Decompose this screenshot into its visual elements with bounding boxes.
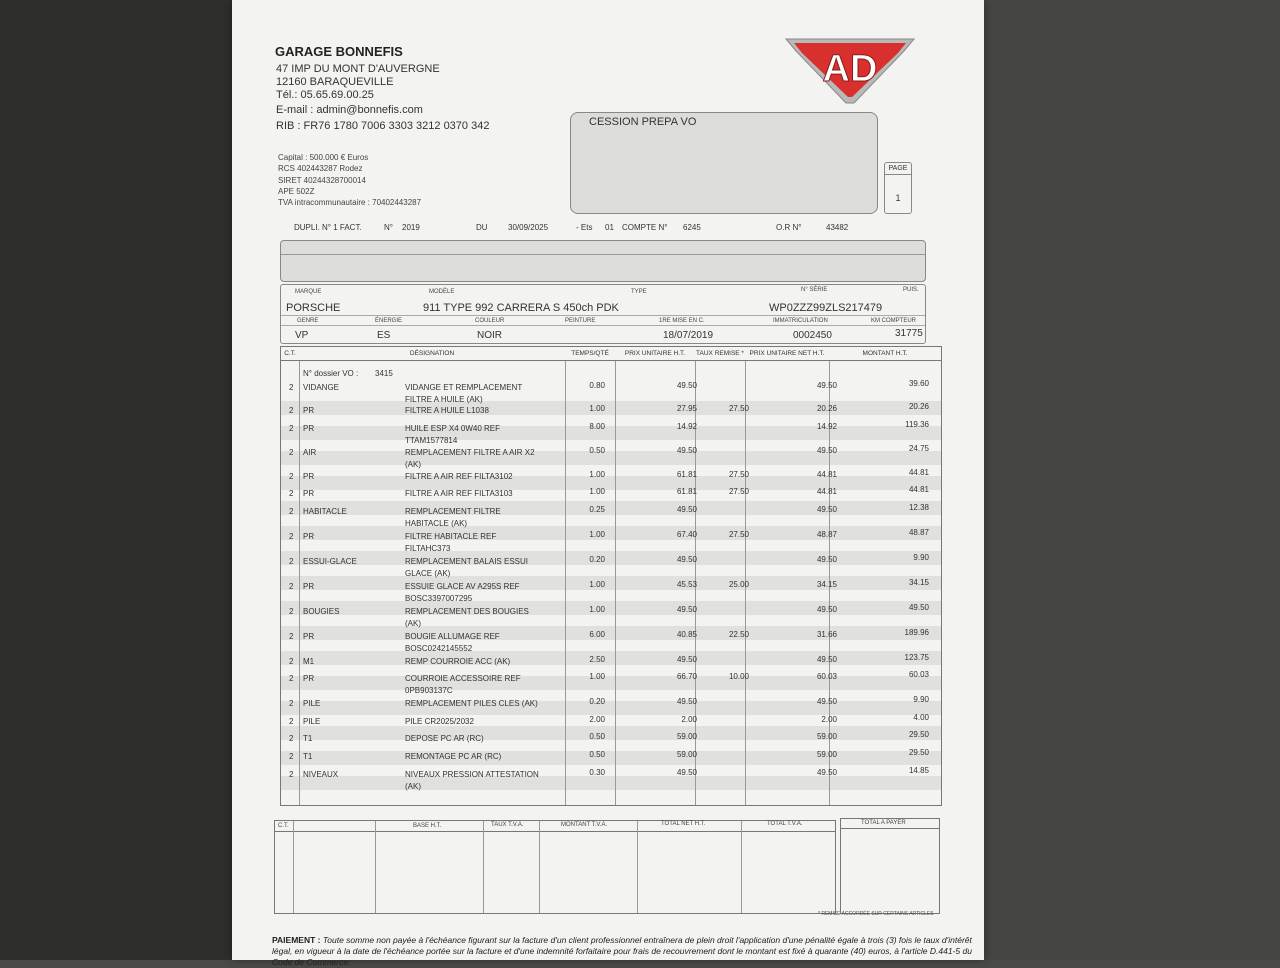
cell-d1: FILTRE A AIR REF FILTA3102	[405, 472, 513, 481]
cell-pun: 49.50	[816, 555, 837, 564]
company-siret: SIRET 40244328700014	[278, 176, 366, 185]
items-table	[280, 346, 942, 806]
cell-rem: 27.50	[728, 404, 749, 413]
cell-qty: 0.30	[589, 768, 605, 777]
cession-box	[570, 112, 878, 214]
cell-ct: 2	[289, 657, 294, 666]
cell-qty: 0.20	[589, 555, 605, 564]
vehicle-serie: WP0ZZZ99ZLS217479	[769, 302, 883, 314]
table-stripe	[281, 601, 941, 615]
cell-qty: 1.00	[589, 404, 605, 413]
cell-pu: 49.50	[676, 505, 697, 514]
cell-pun: 49.50	[816, 655, 837, 664]
compte-label: COMPTE N°	[622, 223, 668, 232]
cell-d1: COURROIE ACCESSOIRE REF	[405, 674, 521, 683]
ad-logo	[784, 35, 916, 107]
company-ape: APE 502Z	[278, 187, 315, 196]
cell-pun: 31.66	[816, 630, 837, 639]
page-label: PAGE	[885, 163, 911, 175]
cell-qty: 6.00	[589, 630, 605, 639]
cell-pun: 49.50	[816, 605, 837, 614]
cell-code: PR	[303, 489, 315, 498]
cell-d2: FILTAHC373	[405, 544, 451, 553]
total-to-pay-box	[840, 818, 940, 914]
cell-pu: 49.50	[676, 605, 697, 614]
cell-qty: 1.00	[589, 672, 605, 681]
cell-code: PR	[303, 406, 315, 415]
cell-qty: 0.20	[589, 697, 605, 706]
invoice-date: 30/09/2025	[508, 223, 549, 232]
invoice-no: 2019	[402, 223, 420, 232]
cell-d1: PILE CR2025/2032	[405, 717, 474, 726]
cell-d2: 0PB903137C	[405, 686, 453, 695]
cell-pu: 27.95	[676, 404, 697, 413]
table-header	[281, 347, 941, 361]
cell-code: ESSUI-GLACE	[303, 557, 357, 566]
header-ct: C.T.	[284, 350, 296, 357]
cell-pun: 59.00	[816, 732, 837, 741]
totals-total-net: TOTAL NET H.T.	[661, 821, 706, 827]
cell-pu: 49.50	[676, 446, 697, 455]
cell-mt: 44.81	[908, 468, 929, 477]
energie-header: ÉNERGIE	[375, 318, 403, 324]
cell-mt: 34.15	[908, 578, 929, 587]
cell-pun: 49.50	[816, 381, 837, 390]
cell-ct: 2	[289, 448, 294, 457]
cell-mt: 29.50	[908, 748, 929, 757]
cell-rem: 10.00	[728, 672, 749, 681]
immat-header: IMMATRICULATION	[773, 318, 828, 324]
vehicle-info	[280, 284, 926, 344]
cell-mt: 123.75	[904, 653, 929, 662]
cell-d2: HABITACLE (AK)	[405, 519, 468, 528]
cell-code: PILE	[303, 699, 321, 708]
header-designation: DÉSIGNATION	[409, 350, 455, 357]
client-box	[280, 240, 926, 282]
cell-pun: 49.50	[816, 446, 837, 455]
company-rcs: RCS 402443287 Rodez	[278, 164, 363, 173]
cell-pun: 44.81	[816, 487, 837, 496]
header-taux-remise: TAUX REMISE *	[696, 350, 744, 357]
cell-d2: (AK)	[405, 619, 421, 628]
table-stripe	[281, 476, 941, 490]
vehicle-energie: ES	[377, 330, 391, 341]
table-stripe	[281, 401, 941, 415]
cell-ct: 2	[289, 424, 294, 433]
table-stripe	[281, 576, 941, 590]
cell-mt: 119.36	[905, 420, 929, 429]
vehicle-km: 31775	[895, 328, 923, 339]
table-stripe	[281, 701, 941, 715]
cell-d1: REMPLACEMENT DES BOUGIES	[405, 607, 529, 616]
company-capital: Capital : 500.000 € Euros	[278, 153, 369, 162]
table-stripe	[281, 751, 941, 765]
cell-code: BOUGIES	[303, 607, 340, 616]
cell-pun: 48.87	[816, 530, 837, 539]
table-stripe	[281, 451, 941, 465]
cell-d2: BOSC0242145552	[405, 644, 473, 653]
cell-code: PR	[303, 424, 315, 433]
cell-ct: 2	[289, 472, 294, 481]
cell-qty: 1.00	[589, 530, 605, 539]
cell-pu: 14.92	[676, 422, 697, 431]
totals-total-tva: TOTAL T.V.A.	[767, 821, 803, 827]
company-email: E-mail : admin@bonnefis.com	[276, 104, 423, 116]
invoice-no-label: N°	[384, 223, 393, 232]
cell-d2: FILTRE A HUILE (AK)	[405, 395, 483, 404]
cell-qty: 0.50	[589, 750, 605, 759]
cell-mt: 9.90	[913, 553, 929, 562]
table-stripe	[281, 526, 941, 540]
cell-pu: 45.53	[676, 580, 697, 589]
cell-code: PR	[303, 472, 315, 481]
payment-text: Toute somme non payée à l'échéance figurant sur la facture d'un client professionnel entraînera de plein droit l'application d'une pénalité égale à trois (3) fois le taux d'intérêt légal, en vigueur à la date de l'échéance portée sur la facture et d'une indemnité forfaitaire pour frais de recouvrement dont le montant est fixé à quarante (40) euros, à l'article D.441-5 du Code de Commerce.	[272, 935, 972, 967]
totals-ct: C.T.	[278, 823, 289, 829]
company-address-2: 12160 BARAQUEVILLE	[276, 76, 394, 88]
cell-pu: 59.00	[676, 732, 697, 741]
cell-mt: 49.50	[908, 603, 929, 612]
cell-mt: 12.38	[908, 503, 929, 512]
cell-pun: 49.50	[816, 697, 837, 706]
cell-ct: 2	[289, 557, 294, 566]
payment-terms	[272, 935, 972, 968]
cell-d2: (AK)	[405, 460, 421, 469]
cell-pu: 61.81	[676, 487, 697, 496]
totals-base: BASE H.T.	[413, 823, 442, 829]
cell-mt: 20.26	[908, 402, 929, 411]
orn-label: O.R N°	[776, 223, 802, 232]
table-stripe	[281, 676, 941, 690]
peinture-header: PEINTURE	[565, 318, 596, 324]
cell-d1: REMPLACEMENT FILTRE A AIR X2	[405, 448, 535, 457]
cell-d1: HUILE ESP X4 0W40 REF	[405, 424, 500, 433]
payment-label: PAIEMENT :	[272, 935, 321, 945]
cell-d1: REMP COURROIE ACC (AK)	[405, 657, 511, 666]
cell-d1: NIVEAUX PRESSION ATTESTATION	[405, 770, 539, 779]
cell-qty: 2.50	[589, 655, 605, 664]
cell-d2: (AK)	[405, 782, 421, 791]
cell-d1: FILTRE A HUILE L1038	[405, 406, 489, 415]
cell-ct: 2	[289, 770, 294, 779]
remise-note: * REMISE ACCORDÉE SUR CERTAINS ARTICLES	[818, 911, 934, 917]
cell-pun: 59.00	[816, 750, 837, 759]
total-to-pay-label: TOTAL A PAYER	[861, 820, 906, 826]
compte-value: 6245	[683, 223, 701, 232]
table-stripe	[281, 626, 941, 640]
cell-code: T1	[303, 752, 313, 761]
company-tva: TVA intracommunautaire : 70402443287	[278, 198, 422, 207]
dossier-number: 3415	[375, 369, 393, 378]
modele-header: MODÈLE	[429, 289, 455, 295]
vehicle-immat: 0002450	[793, 330, 832, 341]
cell-code: NIVEAUX	[303, 770, 339, 779]
page-box	[884, 162, 912, 214]
cell-mt: 29.50	[908, 730, 929, 739]
cell-ct: 2	[289, 582, 294, 591]
cell-ct: 2	[289, 507, 294, 516]
page-number: 1	[895, 193, 901, 203]
cell-qty: 0.25	[589, 505, 605, 514]
cell-d1: BOUGIE ALLUMAGE REF	[405, 632, 500, 641]
table-stripe	[281, 651, 941, 665]
km-header: KM COMPTEUR	[871, 318, 916, 324]
cell-pun: 34.15	[816, 580, 837, 589]
totals-box	[274, 820, 836, 914]
cell-pu: 67.40	[676, 530, 697, 539]
cell-rem: 27.50	[728, 487, 749, 496]
table-stripe	[281, 776, 941, 790]
company-name: GARAGE BONNEFIS	[275, 44, 403, 59]
cell-pu: 49.50	[676, 655, 697, 664]
cell-pun: 49.50	[816, 505, 837, 514]
date-label: DU	[476, 223, 488, 232]
header-montant: MONTANT H.T.	[862, 350, 908, 357]
cell-qty: 1.00	[589, 605, 605, 614]
cell-ct: 2	[289, 734, 294, 743]
cell-pun: 44.81	[816, 470, 837, 479]
vehicle-mise: 18/07/2019	[663, 330, 714, 341]
cell-qty: 1.00	[589, 470, 605, 479]
cell-ct: 2	[289, 383, 294, 392]
vehicle-marque: PORSCHE	[286, 302, 341, 314]
cell-mt: 44.81	[908, 485, 929, 494]
cell-pun: 14.92	[816, 422, 837, 431]
ets-label: - Ets	[576, 223, 593, 232]
cell-d2: TTAM1577814	[405, 436, 458, 445]
cell-pun: 60.03	[816, 672, 837, 681]
cell-pu: 49.50	[676, 697, 697, 706]
cell-mt: 14.85	[908, 766, 929, 775]
table-stripe	[281, 501, 941, 515]
cell-mt: 189.96	[904, 628, 929, 637]
cell-rem: 22.50	[728, 630, 749, 639]
cell-pu: 59.00	[676, 750, 697, 759]
company-address-1: 47 IMP DU MONT D'AUVERGNE	[276, 63, 440, 75]
cell-mt: 48.87	[908, 528, 929, 537]
totals-taux-tva: TAUX T.V.A.	[491, 822, 524, 828]
cell-code: T1	[303, 734, 313, 743]
mise-header: 1RE MISE EN C.	[659, 318, 705, 324]
cell-pu: 2.00	[681, 715, 697, 724]
dossier-label: N° dossier VO :	[303, 369, 359, 378]
ad-logo-text: AD	[822, 48, 878, 90]
cell-mt: 39.60	[908, 379, 929, 388]
table-stripe	[281, 551, 941, 565]
cell-ct: 2	[289, 406, 294, 415]
serie-header: N° SÉRIE	[801, 287, 828, 293]
cell-pu: 40.85	[676, 630, 697, 639]
dupli-label: DUPLI. N° 1 FACT.	[294, 223, 362, 232]
type-header: TYPE	[631, 289, 647, 295]
cell-ct: 2	[289, 674, 294, 683]
cell-d1: REMPLACEMENT PILES CLES (AK)	[405, 699, 538, 708]
cell-qty: 0.80	[589, 381, 605, 390]
company-phone: Tél.: 05.65.69.00.25	[276, 89, 374, 101]
cell-pu: 49.50	[676, 768, 697, 777]
genre-header: GENRE	[297, 318, 319, 324]
cell-ct: 2	[289, 632, 294, 641]
cell-d1: FILTRE A AIR REF FILTA3103	[405, 489, 513, 498]
cell-pun: 20.26	[816, 404, 837, 413]
cell-d1: REMONTAGE PC AR (RC)	[405, 752, 502, 761]
cell-code: PR	[303, 632, 315, 641]
cell-code: PR	[303, 674, 315, 683]
cell-qty: 1.00	[589, 487, 605, 496]
cell-code: PILE	[303, 717, 321, 726]
vehicle-couleur: NOIR	[477, 330, 502, 341]
cell-qty: 2.00	[589, 715, 605, 724]
puis-header: PUIS.	[903, 287, 919, 293]
cell-mt: 4.00	[913, 713, 929, 722]
cell-code: PR	[303, 532, 315, 541]
ets-value: 01	[605, 223, 614, 232]
cell-ct: 2	[289, 699, 294, 708]
header-prix-net: PRIX UNITAIRE NET H.T.	[749, 350, 825, 357]
cell-d1: FILTRE HABITACLE REF	[405, 532, 497, 541]
header-temps: TEMPS/QTÉ	[571, 350, 609, 357]
cell-mt: 9.90	[913, 695, 929, 704]
cell-pu: 49.50	[676, 555, 697, 564]
cell-ct: 2	[289, 607, 294, 616]
invoice-document	[232, 0, 984, 967]
cession-label: CESSION PREPA VO	[589, 116, 697, 128]
cell-rem: 27.50	[728, 470, 749, 479]
cell-code: VIDANGE	[303, 383, 340, 392]
cell-d1: DEPOSE PC AR (RC)	[405, 734, 484, 743]
table-stripe	[281, 726, 941, 740]
cell-d1: ESSUIE GLACE AV A295S REF	[405, 582, 520, 591]
header-prix-unitaire: PRIX UNITAIRE H.T.	[624, 350, 686, 357]
cell-d1: VIDANGE ET REMPLACEMENT	[405, 383, 523, 392]
cell-qty: 0.50	[589, 446, 605, 455]
cell-qty: 0.50	[589, 732, 605, 741]
cell-mt: 60.03	[908, 670, 929, 679]
cell-d2: BOSC3397007295	[405, 594, 473, 603]
cell-qty: 1.00	[589, 580, 605, 589]
cell-d1: REMPLACEMENT FILTRE	[405, 507, 501, 516]
cell-qty: 8.00	[589, 422, 605, 431]
cell-pun: 2.00	[821, 715, 837, 724]
cell-pu: 66.70	[676, 672, 697, 681]
company-rib: RIB : FR76 1780 7006 3303 3212 0370 342	[276, 120, 490, 132]
couleur-header: COULEUR	[475, 318, 505, 324]
cell-code: M1	[303, 657, 315, 666]
table-stripe	[281, 426, 941, 440]
vehicle-genre: VP	[295, 330, 309, 341]
cell-ct: 2	[289, 717, 294, 726]
background-left	[0, 0, 240, 960]
cell-mt: 24.75	[908, 444, 929, 453]
cell-ct: 2	[289, 489, 294, 498]
cell-code: PR	[303, 582, 315, 591]
vehicle-modele: 911 TYPE 992 CARRERA S 450ch PDK	[423, 302, 619, 314]
cell-rem: 25.00	[728, 580, 749, 589]
cell-rem: 27.50	[728, 530, 749, 539]
cell-code: HABITACLE	[303, 507, 347, 516]
cell-ct: 2	[289, 532, 294, 541]
orn-value: 43482	[826, 223, 849, 232]
cell-pu: 61.81	[676, 470, 697, 479]
cell-pun: 49.50	[816, 768, 837, 777]
cell-ct: 2	[289, 752, 294, 761]
cell-d2: GLACE (AK)	[405, 569, 451, 578]
marque-header: MARQUE	[295, 289, 322, 295]
cell-code: AIR	[303, 448, 317, 457]
background-right	[985, 0, 1280, 960]
cell-pu: 49.50	[676, 381, 697, 390]
totals-montant-tva: MONTANT T.V.A.	[561, 822, 608, 828]
cell-d1: REMPLACEMENT BALAIS ESSUI	[405, 557, 528, 566]
